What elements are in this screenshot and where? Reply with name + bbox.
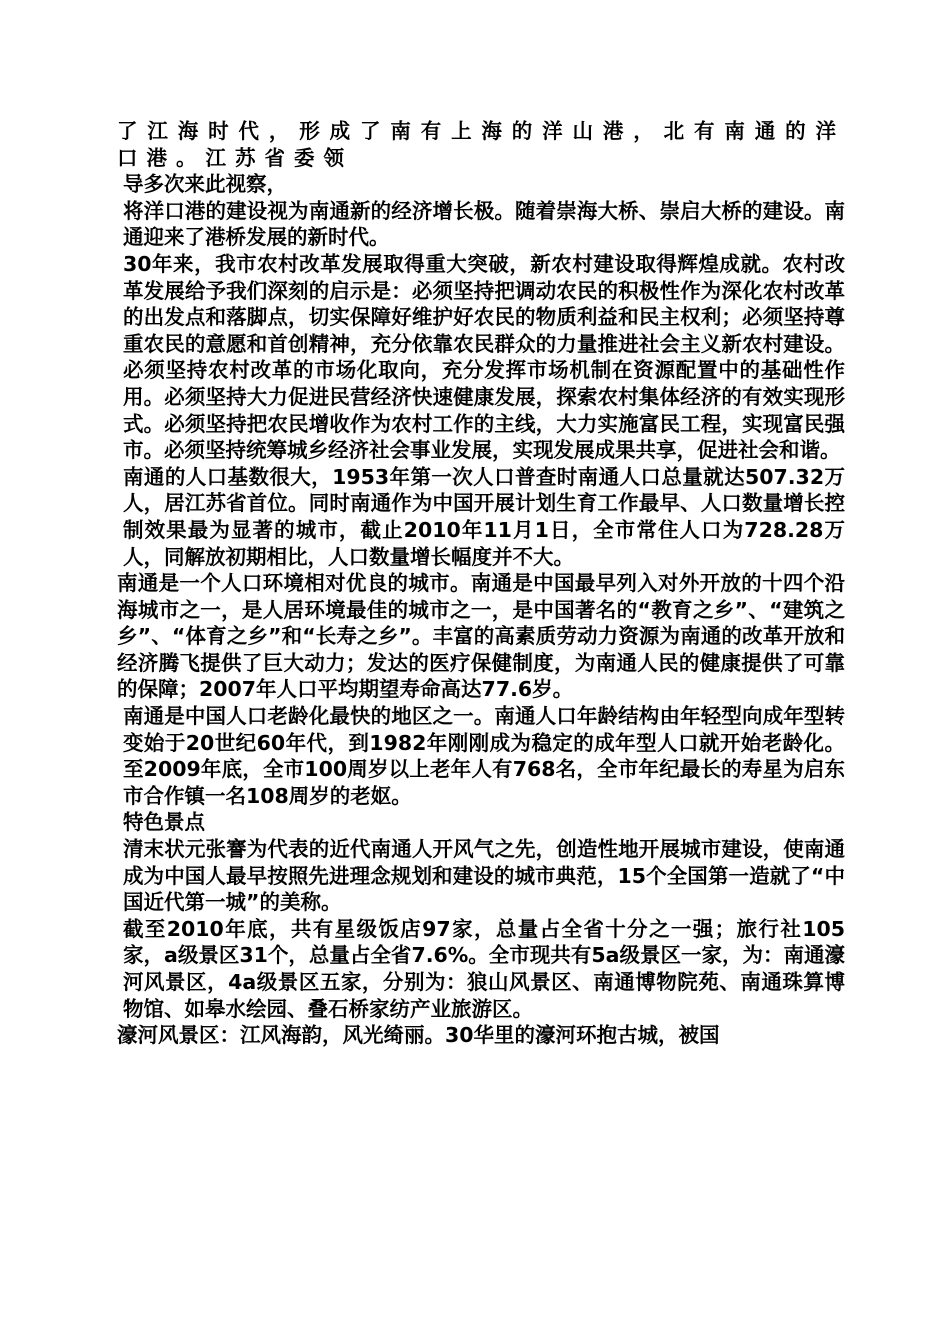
paragraph-tourism-stats: 截至2010年底，共有星级饭店97家，总量占全省十分之一强；旅行社105家，a级景区31个，总量占全省7.6%。全市现共有5a级景区一家，为：南通濠河风景区，4a级景区五家，分别为：狼山风景区、南通博物院苑、南通珠算博物馆、如皋水绘园、叠石桥家纺产业旅游区。 <box>123 916 845 1021</box>
paragraph-haohe-scenic-area: 濠河风景区：江风海韵，风光绮丽。30华里的濠河环抱古城，被国 <box>117 1023 720 1048</box>
paragraph-aging: 南通是中国人口老龄化最快的地区之一。南通人口年龄结构由年轻型向成年型转变始于20世纪60年代，到1982年刚刚成为稳定的成年型人口就开始老龄化。至2009年底，全市100周岁以上老年人有768名，全市年纪最长的寿星为启东市合作镇一名108周岁的老妪。 <box>123 704 845 808</box>
paragraph-port-era: 了江海时代，形成了南有上海的洋山港，北有南通的洋口港。江苏省委领 <box>117 119 845 170</box>
paragraph-rural-reform: 30年来，我市农村改革发展取得重大突破，新农村建设取得辉煌成就。农村改革发展给予我们深刻的启示是：必须坚持把调动农民的积极性作为深化农村改革的出发点和落脚点，切实保障好维护好农民的物质利益和民主权利；必须坚持尊重农民的意愿和首创精神，充分依靠农民群众的力量推进社会主义新农村建设。必须坚持农村改革的市场化取向，充分发挥市场机制在资源配置中的基础性作用。必须坚持大力促进民营经济快速健康发展，探索农村集体经济的有效实现形式。必须坚持把农民增收作为农村工作的主线，大力实施富民工程，实现富民强市。必须坚持统筹城乡经济社会事业发展，实现发展成果共享，促进社会和谐。 <box>123 251 845 463</box>
paragraph-visit: 导多次来此视察， <box>123 172 287 197</box>
paragraph-population-base: 南通的人口基数很大，1953年第一次人口普查时南通人口总量就达507.32万人，居江苏省首位。同时南通作为中国开展计划生育工作最早、人口数量增长控制效果最为显著的城市，截止2010年11月1日，全市常住人口为728.28万人，同解放初期相比，人口数量增长幅度并不大。 <box>123 464 845 569</box>
paragraph-zhang-jian: 清末状元张謇为代表的近代南通人开风气之先，创造性地开展城市建设，使南通成为中国人最早按照先进理念规划和建设的城市典范，15个全国第一造就了“中国近代第一城”的美称。 <box>123 837 845 915</box>
section-heading-scenic-spots: 特色景点 <box>123 810 205 835</box>
paragraph-yangkou-port: 将洋口港的建设视为南通新的经济增长极。随着崇海大桥、崇启大桥的建设。南通迎来了港桥发展的新时代。 <box>123 198 845 250</box>
document-body <box>117 118 845 1049</box>
paragraph-population-environment: 南通是一个人口环境相对优良的城市。南通是中国最早列入对外开放的十四个沿海城市之一，是人居环境最佳的城市之一，是中国著名的“教育之乡”、“建筑之乡”、“体育之乡”和“长寿之乡”。丰富的高素质劳动力资源为南通的改革开放和经济腾飞提供了巨大动力；发达的医疗保健制度，为南通人民的健康提供了可靠的保障；2007年人口平均期望寿命高达77.6岁。 <box>117 571 845 702</box>
